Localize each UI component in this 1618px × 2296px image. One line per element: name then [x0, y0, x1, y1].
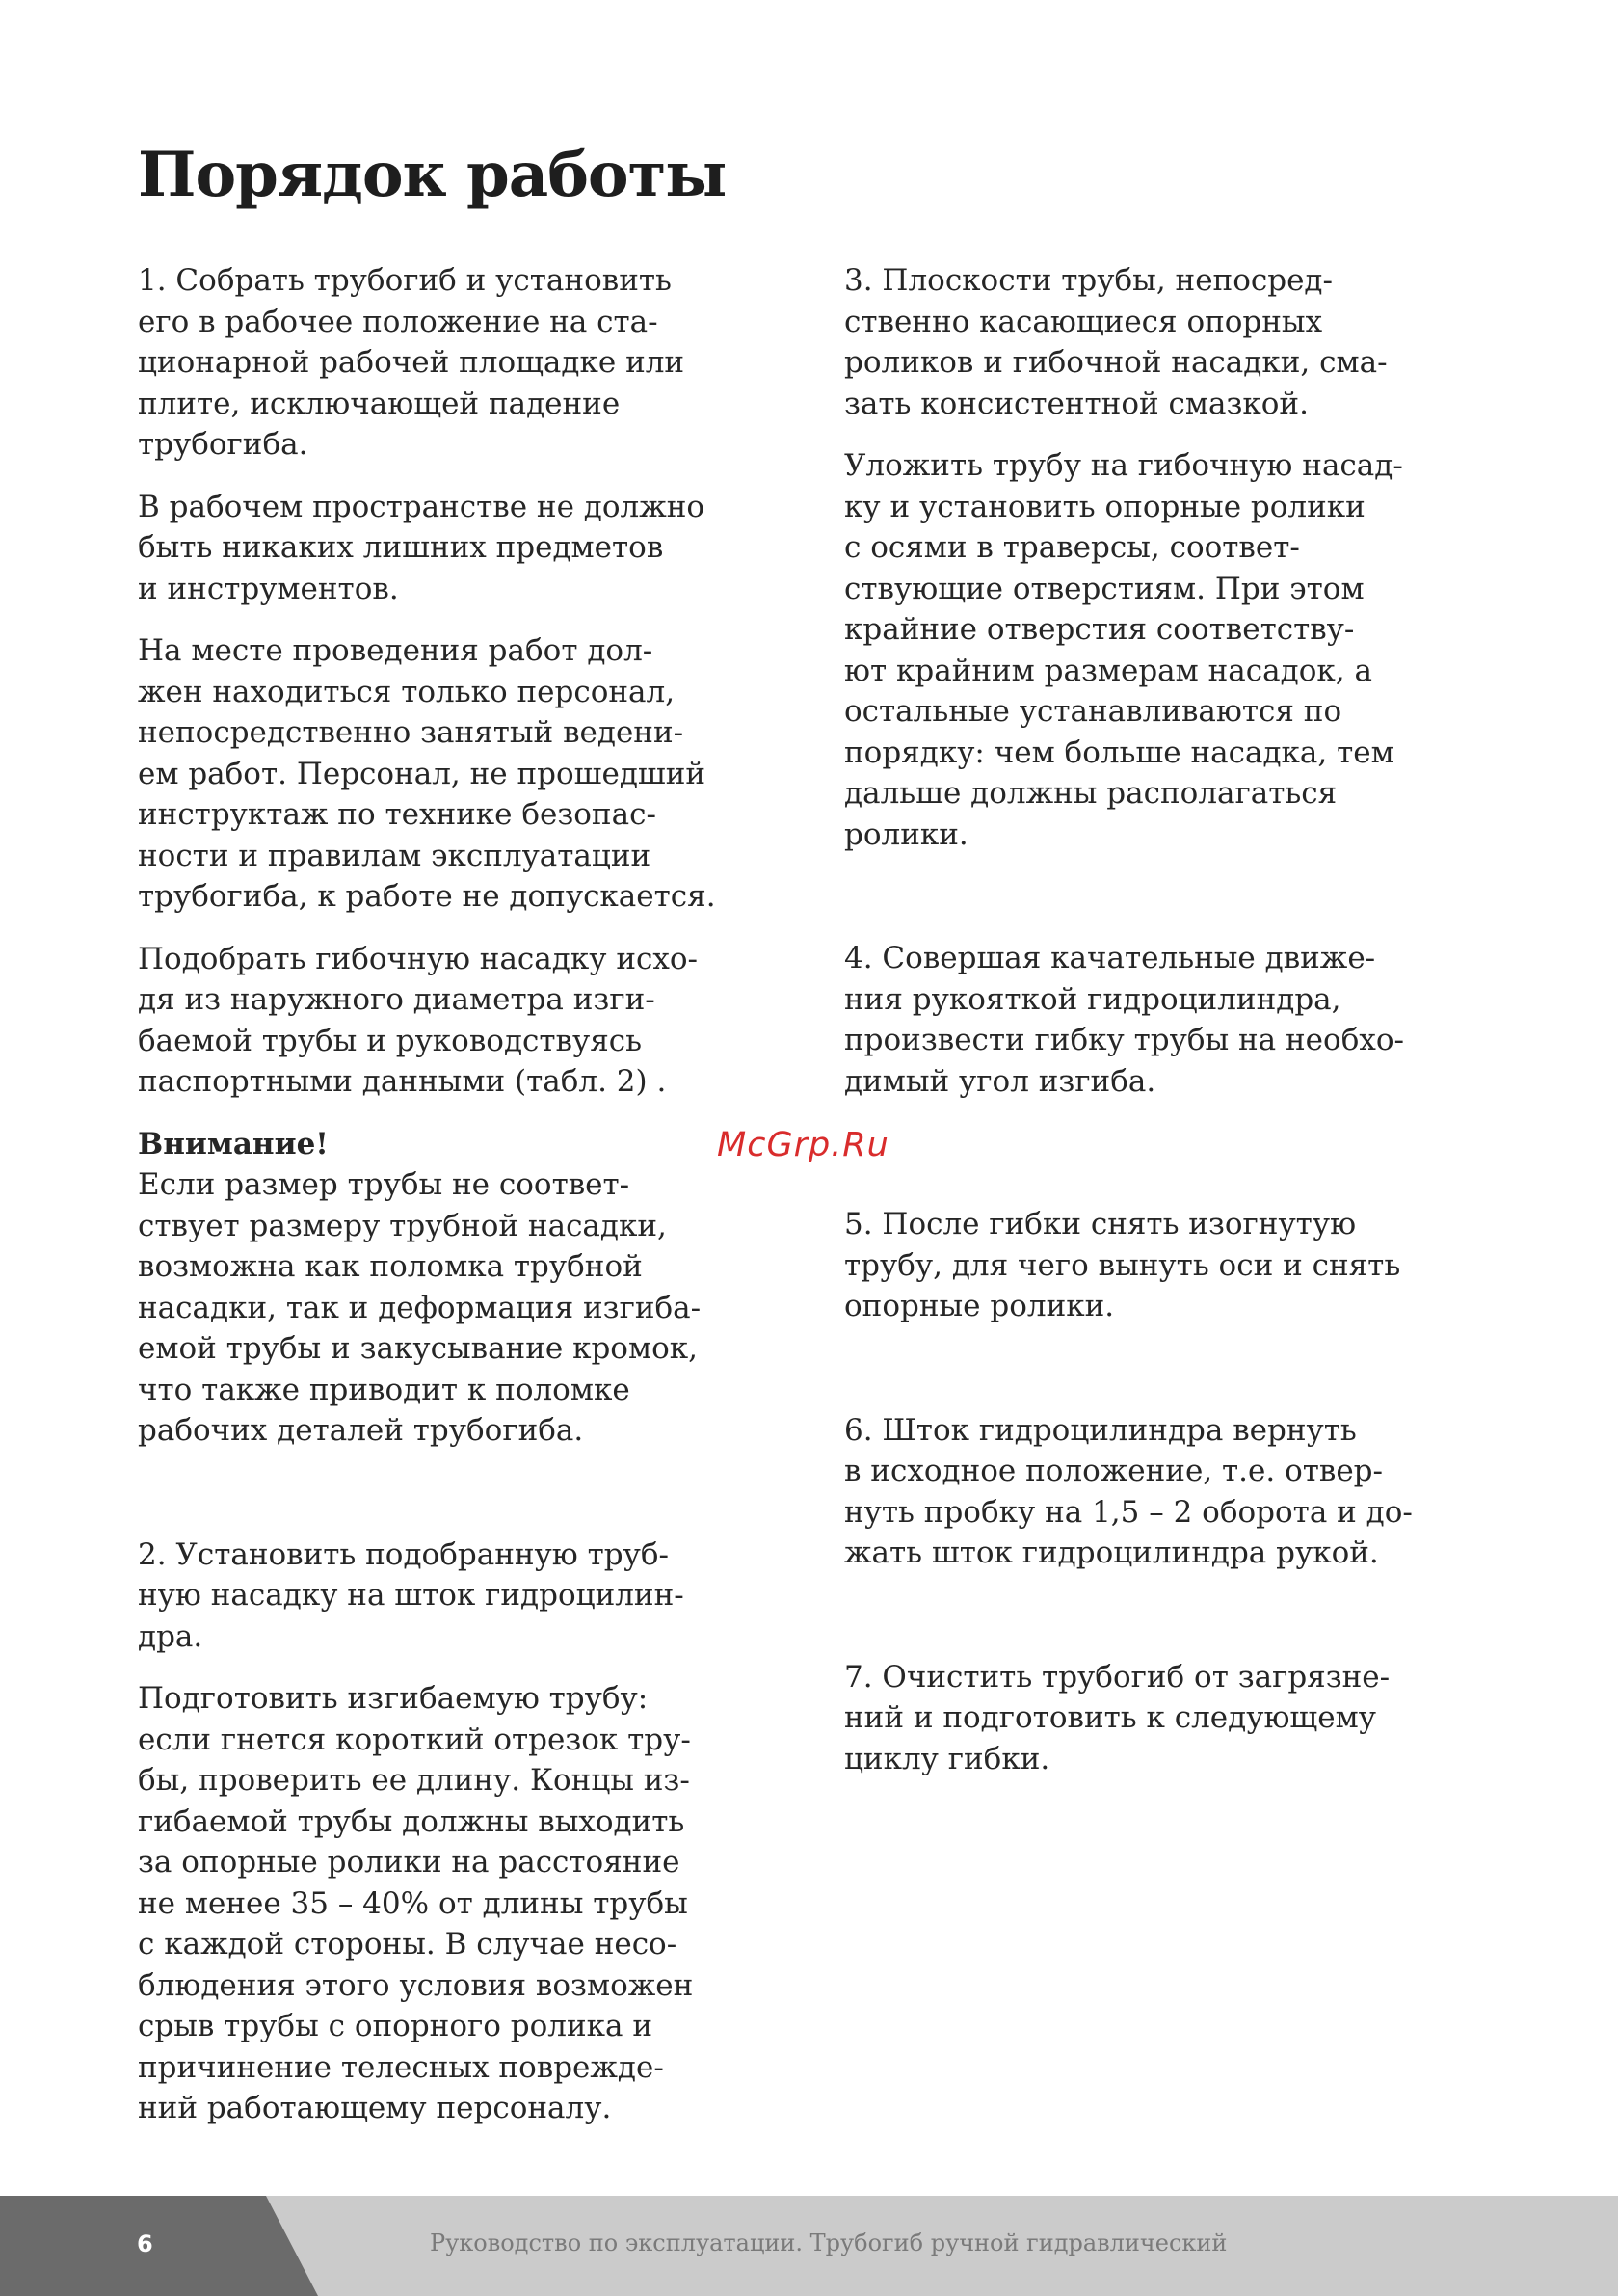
- page-number: 6: [137, 2230, 153, 2257]
- rollers-paragraph: Уложить трубу на гибочную насад- ку и установить опорные ролики с осями в траверсы, соответ- ствующие отверстиям. При этом крайние отверстия соответству- ют крайним размерам насадок, а остальные устанавливаются по порядку: чем больше насадка, тем дальше должны располагаться ролики.: [844, 448, 1403, 852]
- step-2-paragraph: 2. Установить подобранную труб- ную насадку на шток гидроцилин- дра.: [138, 1536, 684, 1654]
- step-4-paragraph: 4. Совершая качательные движе- ния рукояткой гидроцилиндра, произвести гибку трубы на необхо- димый угол изгиба.: [844, 941, 1404, 1099]
- nozzle-selection-paragraph: Подобрать гибочную насадку исхо- дя из наружного диаметра изги- баемой трубы и руководствуясь паспортными данными (табл. 2) .: [138, 941, 698, 1099]
- step-1-paragraph: 1. Собрать трубогиб и установить его в рабочее положение на ста- ционарной рабочей площадке или плите, исключающей падение трубогиба.: [138, 263, 685, 462]
- footer-page-tab: [0, 2196, 318, 2296]
- page-title: Порядок работы: [138, 139, 727, 211]
- workspace-paragraph: В рабочем пространстве не должно быть никаких лишних предметов и инструментов.: [138, 489, 705, 606]
- attention-text: Если размер трубы не соответ- ствует размеру трубной насадки, возможна как поломка трубной насадки, так и деформация изгиба- емой трубы и закусывание кромок, что также приводит к поломке рабочих деталей трубогиба.: [138, 1167, 702, 1448]
- pipe-preparation-paragraph: Подготовить изгибаемую трубу: если гнется короткий отрезок тру- бы, проверить ее длину. Концы из- гибаемой трубы должны выходить за опорные ролики на расстояние не менее 35 – 40% от длины трубы с каждой стороны. В случае несо- блюдения этого условия возможен срыв трубы с опорного ролика и причинение телесных поврежде- ний работающему персоналу.: [138, 1681, 694, 2125]
- step-7-paragraph: 7. Очистить трубогиб от загрязне- ний и подготовить к следующему циклу гибки.: [844, 1659, 1391, 1776]
- step-3-paragraph: 3. Плоскости трубы, непосред- ственно касающиеся опорных роликов и гибочной насадки, сма- зать консистентной смазкой.: [844, 263, 1388, 421]
- step-6-paragraph: 6. Шток гидроцилиндра вернуть в исходное положение, т.е. отвер- нуть пробку на 1,5 – 2 оборота и до- жать шток гидроцилиндра рукой.: [844, 1412, 1413, 1570]
- footer-title: Руководство по эксплуатации. Трубогиб ручной гидравлический: [430, 2229, 1228, 2256]
- footer-bar: [0, 2196, 1618, 2296]
- watermark: McGrp.Ru: [717, 1126, 889, 1164]
- left-column: [138, 260, 793, 2129]
- right-column: [844, 260, 1499, 1779]
- attention-label: Внимание!: [138, 1126, 329, 1161]
- attention-block: [138, 1124, 793, 1452]
- step-5-paragraph: 5. После гибки снять изогнутую трубу, для чего вынуть оси и снять опорные ролики.: [844, 1207, 1401, 1323]
- personnel-paragraph: На месте проведения работ дол- жен находиться только персонал, непосредственно занятый ведени- ем работ. Персонал, не прошедший инструктаж по технике безопас- ности и правилам эксплуатации трубогиба, к работе не допускается.: [138, 633, 716, 914]
